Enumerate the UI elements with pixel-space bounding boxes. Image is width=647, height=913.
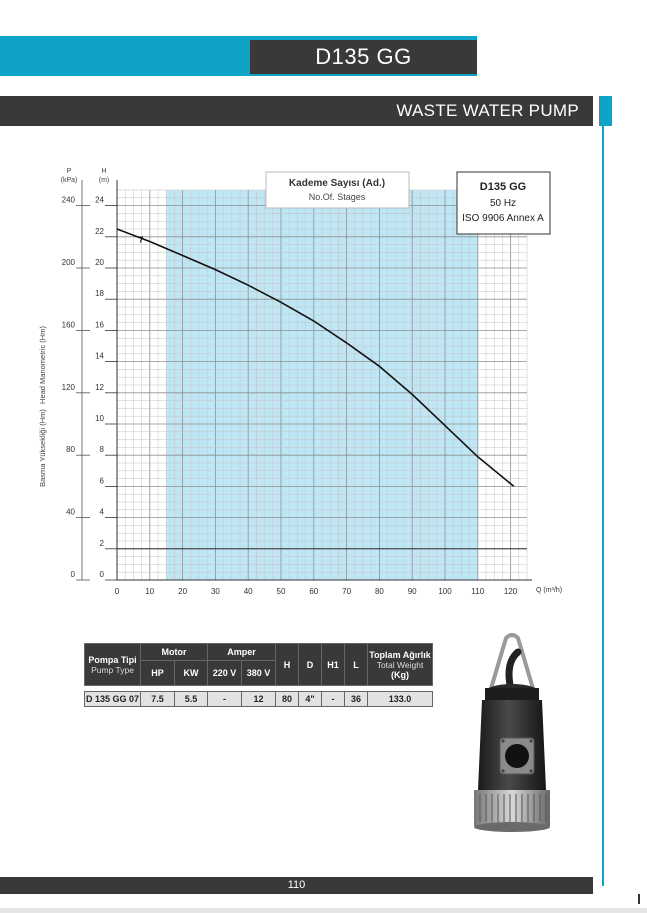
cell-d: 4" bbox=[299, 692, 322, 707]
chart-model-title: D135 GG bbox=[479, 181, 527, 193]
cell-h1: - bbox=[322, 692, 345, 707]
col-weight: Toplam Ağırlık Total Weight (Kg) bbox=[368, 644, 433, 686]
col-h1: H1 bbox=[322, 644, 345, 686]
page-edge bbox=[0, 908, 647, 913]
col-amper: Amper bbox=[208, 644, 276, 661]
cell-220v: - bbox=[208, 692, 242, 707]
h-tick-label: 8 bbox=[99, 445, 104, 455]
p-tick-label: 240 bbox=[61, 195, 75, 205]
col-hp: HP bbox=[141, 661, 175, 686]
x-tick-label: 100 bbox=[438, 587, 452, 596]
col-d: D bbox=[299, 644, 322, 686]
chart-frequency: 50 Hz bbox=[489, 198, 517, 209]
page-number: 110 bbox=[287, 879, 306, 891]
x-tick-label: 110 bbox=[471, 587, 485, 596]
col-motor: Motor bbox=[141, 644, 208, 661]
p-axis-unit: (kPa) bbox=[60, 177, 78, 184]
pump-image bbox=[462, 630, 562, 840]
x-tick-label: 50 bbox=[276, 587, 286, 596]
performance-chart bbox=[0, 155, 600, 605]
footer-bar bbox=[0, 877, 593, 894]
table-row bbox=[85, 692, 433, 707]
x-tick-label: 60 bbox=[309, 587, 319, 596]
side-accent-strip bbox=[599, 96, 612, 126]
col-l: L bbox=[345, 644, 368, 686]
h-tick-label: 20 bbox=[95, 258, 104, 267]
cell-h: 80 bbox=[276, 692, 299, 707]
y-side-label-basma: Basma Yüksekliği (Hm) bbox=[38, 409, 47, 487]
h-tick-label: 24 bbox=[95, 195, 104, 205]
col-h: H bbox=[276, 644, 299, 686]
x-tick-label: 0 bbox=[114, 587, 120, 596]
x-tick-label: 120 bbox=[503, 587, 518, 596]
cell-type: D 135 GG 07 bbox=[85, 692, 141, 707]
spec-table bbox=[84, 643, 433, 707]
x-tick-label: 70 bbox=[342, 587, 352, 596]
h-tick-label: 4 bbox=[99, 507, 104, 517]
p-tick-label: 0 bbox=[70, 570, 75, 579]
stages-legend-subtitle: No.Of. Stages bbox=[308, 192, 366, 202]
cell-380v: 12 bbox=[242, 692, 276, 707]
h-tick-label: 12 bbox=[95, 382, 104, 392]
category-banner: WASTE WATER PUMP bbox=[0, 96, 593, 126]
x-tick-label: 80 bbox=[374, 587, 384, 596]
p-tick-label: 200 bbox=[61, 258, 75, 267]
x-tick-label: 90 bbox=[407, 587, 417, 596]
col-pump-type: Pompa Tipi Pump Type bbox=[85, 644, 141, 686]
curve-stage-label: 7 bbox=[138, 234, 144, 245]
h-axis-unit: (m) bbox=[98, 177, 110, 184]
h-tick-label: 18 bbox=[95, 289, 104, 299]
p-tick-label: 40 bbox=[66, 507, 75, 517]
y-side-label-head: Head Manometric (Hm) bbox=[38, 326, 47, 404]
page-edge-tick bbox=[638, 894, 640, 904]
stages-legend-title: Kademe Sayısı (Ad.) bbox=[288, 178, 386, 189]
x-tick-label: 30 bbox=[210, 587, 220, 596]
p-tick-label: 160 bbox=[61, 320, 75, 330]
h-tick-label: 22 bbox=[95, 226, 104, 236]
h-tick-label: 16 bbox=[95, 320, 104, 330]
model-title: D135 GG bbox=[250, 40, 477, 74]
cell-hp: 7.5 bbox=[141, 692, 175, 707]
p-tick-label: 80 bbox=[66, 445, 75, 455]
x-tick-label: 40 bbox=[243, 587, 253, 596]
x-tick-label: 20 bbox=[178, 587, 188, 596]
x-tick-label: 10 bbox=[145, 587, 155, 596]
x-axis-label: Q (m³/h) bbox=[536, 587, 563, 594]
h-tick-label: 14 bbox=[95, 351, 104, 361]
cell-kw: 5.5 bbox=[175, 692, 208, 707]
h-tick-label: 2 bbox=[99, 538, 104, 548]
h-tick-label: 0 bbox=[99, 570, 104, 579]
chart-standard: ISO 9906 Annex A bbox=[462, 213, 544, 224]
p-axis-letter: P bbox=[66, 168, 72, 175]
col-220v: 220 V bbox=[208, 661, 242, 686]
side-accent-line bbox=[602, 126, 604, 886]
h-tick-label: 10 bbox=[95, 414, 104, 423]
col-380v: 380 V bbox=[242, 661, 276, 686]
h-axis-letter: H bbox=[101, 168, 107, 175]
col-kw: KW bbox=[175, 661, 208, 686]
h-tick-label: 6 bbox=[99, 476, 104, 486]
cell-weight: 133.0 bbox=[368, 692, 433, 707]
p-tick-label: 120 bbox=[61, 382, 75, 392]
cell-l: 36 bbox=[345, 692, 368, 707]
